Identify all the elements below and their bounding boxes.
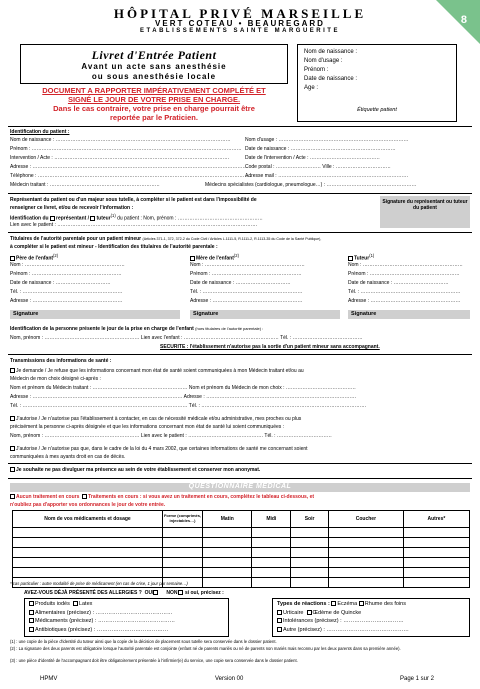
reaction-label: Rhume des foins <box>364 601 406 607</box>
id-field: Date de l'intervention / Acte : …………………………………… <box>245 155 380 161</box>
label-field: Nom d'usage : <box>304 58 343 64</box>
id-row[interactable] <box>245 155 380 161</box>
transmission-p2b: précisément la personne ci-après désignée et que les informations concernant mon état de santé lui soient communiquées : <box>10 424 285 430</box>
table-header: Forme (comprimés, injectables…) <box>163 511 203 528</box>
reaction-label: Urticaire <box>283 609 304 616</box>
id-field: Intervention / Acte : …………………………………………………………………………………………… <box>10 155 230 161</box>
footnote-1: (1) : une copie de la pièce d'identité du tuteur ainsi que la copie de la décision de placement sous tutelle sera conservée dans le dossier patient. <box>10 639 277 644</box>
allergy-non-label: NON <box>166 590 178 596</box>
table-header: Soir <box>291 511 329 528</box>
allergy-oui-label: OUI <box>144 590 154 596</box>
representant-text-1: Représentant du patient ou d'un majeur sous tutelle, à compléter si le patient est dans l'impossibilité de <box>10 197 257 203</box>
id-row[interactable] <box>245 164 391 170</box>
table-row[interactable] <box>13 548 470 558</box>
reaction-label: Œdème de Quincke <box>312 609 362 616</box>
traitement-en-cours-label: Traitements en cours : si vous avez un traitement en cours, complétez le tableau ci-dessous, et <box>88 494 315 500</box>
table-row[interactable] <box>13 528 470 538</box>
checkbox-latex[interactable] <box>73 601 78 606</box>
id-row[interactable] <box>245 146 396 152</box>
parent-field[interactable]: Nom : …………………………………………………… <box>190 262 305 268</box>
checkbox-medicaments[interactable] <box>29 618 34 623</box>
divider <box>8 232 472 233</box>
presence-line[interactable]: Nom, prénom : ………………………………………………… Lien avec l'enfant : ………………………………………………… Tél. : …………………………………… <box>10 335 363 341</box>
transmission-p2c[interactable]: Nom, prénom : ………………………………………………… Lien avec le patient : ……………………………………… Tél. : …………………………… <box>10 433 332 439</box>
id-row[interactable] <box>10 146 242 152</box>
notice-line-4: reportée par le Praticien. <box>110 113 198 122</box>
checkbox-autorise-contact[interactable] <box>10 416 15 421</box>
label-field: Prénom : <box>304 67 329 73</box>
reaction-row <box>277 627 465 636</box>
checkbox-tuteur-parent[interactable] <box>348 256 353 261</box>
reaction-row <box>277 618 465 627</box>
parent-col-pere: Père de l'enfant$^{(2)}$ <box>10 253 58 262</box>
parent-col-tuteur: Tuteur$^{(1)}$ <box>348 253 374 262</box>
id-field: Téléphone : ………………………………………………………………………………………………………………… <box>10 173 253 179</box>
label-field: Date de naissance : <box>304 76 358 82</box>
checkbox-alimentaires[interactable] <box>29 610 34 615</box>
allergy-label: Antibiotiques (précisez) : ………………………………… <box>35 626 169 633</box>
id-row[interactable] <box>10 155 229 161</box>
checkbox-intolerances[interactable] <box>277 618 282 623</box>
parental-title-2: à compléter si le patient est mineur - Identification des titulaires de l'autorité parentale : <box>10 244 218 250</box>
table-row[interactable] <box>13 558 470 568</box>
rep-label: Identification du <box>10 215 49 222</box>
divider <box>8 354 472 355</box>
treatment-row <box>10 494 314 500</box>
table-header-row <box>13 511 470 528</box>
allergy-label: Latex <box>78 601 93 607</box>
checkbox-allergy-non[interactable] <box>178 590 183 595</box>
notice-line-3: Dans le cas contraire, votre prise en charge pourrait être <box>53 104 255 113</box>
checkbox-iodes[interactable] <box>29 601 34 606</box>
signature-mere[interactable]: Signature <box>190 310 340 319</box>
reaction-label: Eczéma <box>337 601 358 607</box>
checkbox-urticaire[interactable] <box>277 610 282 615</box>
parental-title: Titulaires de l'autorité parentale pour un patient mineur <box>10 236 142 242</box>
allergy-row <box>29 610 224 619</box>
transmission-p1c[interactable]: Nom et prénom du Médecin traitant : ………………………………………………… Nom et prénom du Médecin de mon choix : …………………………………… <box>10 385 356 391</box>
id-field: Adresse mail : …………………………………………………………………… <box>245 173 409 179</box>
rep-option: représentant / <box>56 215 90 222</box>
transmission-p1-text: Je demande / Je refuse que les informations concernant mon état de santé soient communiquées à mon Médecin traitant et/ou au <box>16 368 304 374</box>
transmission-p1b: Médecin de mon choix désigné ci-après : <box>10 376 101 382</box>
checkbox-oedeme[interactable] <box>307 610 312 615</box>
checkbox-eczema[interactable] <box>331 601 336 606</box>
signature-pere[interactable]: Signature <box>10 310 180 319</box>
reaction-row <box>277 601 465 610</box>
table-header: Coucher <box>328 511 403 528</box>
transmission-p2 <box>10 416 301 422</box>
aucun-traitement-label: Aucun traitement en cours <box>16 494 80 500</box>
footer-page: Page 1 sur 2 <box>400 676 435 682</box>
divider <box>8 126 472 127</box>
parental-legal: (Articles 371-1, 372, 372-2 du Code Civil / Articles L.1111-5, R.1111-2, R.1113-35 du Code de la Santé Publique), <box>142 237 322 241</box>
footnote-2: (2) : La signature des deux parents est obligatoire lorsque l'autorité parentale est conjointe (enfant né de parents mariés ou né de parents non mariés mais reconnu par les deux parents dans sa première année). <box>10 646 401 651</box>
ordonnances-note: n'oubliez pas d'apporter vos ordonnances le jour de votre entrée. <box>10 502 166 508</box>
parent-col-label: Mère de l'enfant <box>196 255 234 262</box>
label-field: Nom de naissance : <box>304 49 358 55</box>
transmission-p3-text: J'autorise / Je n'autorise pas que, dans le cadre de la loi du 4 mars 2002, que certaines informations de santé me concernant soient <box>16 446 308 452</box>
rep-name-field: du patient : Nom, prénom : …………………………………………… <box>117 215 263 222</box>
representant-lien[interactable]: Lien avec le patient : ………………………………………………………………………………………………………… <box>10 222 258 228</box>
transmission-p3b: communiquées à mes ayants droit en cas de décès. <box>10 454 126 460</box>
representant-text-2: renseigner ce livret, et/ou de recevoir l'information : <box>10 205 134 211</box>
transmission-p3 <box>10 446 308 452</box>
red-notice <box>20 86 288 122</box>
id-field: Nom de naissance : …………………………………………………………………………………………… <box>10 137 231 143</box>
medication-table <box>12 510 470 588</box>
presence-title: Identification de la personne présente le jour de la prise en charge de l'enfant <box>10 326 194 332</box>
checkbox-traitement-en-cours[interactable] <box>82 494 87 499</box>
parent-field[interactable]: Adresse : ……………………………………………… <box>190 298 303 304</box>
checkbox-aucun-traitement[interactable] <box>10 494 15 499</box>
livret-subtitle-1: Avant un acte sans anesthésie <box>81 62 227 72</box>
identification-title: Identification du patient : <box>10 129 70 135</box>
page-corner-tab <box>436 0 480 44</box>
presence-note: (hors titulaires de l'autorité parentale) : <box>195 326 264 331</box>
footer-version: Version 00 <box>215 676 244 682</box>
anonymat-text: Je souhaite ne pas divulguer ma présence au sein de votre établissement et conserver mon anonymat. <box>16 467 261 473</box>
parent-field[interactable]: Tél. : …………………………………………………… <box>10 289 123 295</box>
reaction-label: Intolérances (précisez) : …………………………… <box>283 618 404 624</box>
divider <box>8 463 472 464</box>
id-field: Prénom : ……………………………………………………………………………………………………………… <box>10 146 242 152</box>
id-field: Nom d'usage : …………………………………………………………………… <box>245 137 409 143</box>
hospital-establishments: ETABLISSEMENTS SAINTE MARGUERITE <box>140 28 340 34</box>
checkbox-mere[interactable] <box>190 256 195 261</box>
parent-field[interactable]: Prénom : ……………………………………………… <box>10 271 122 277</box>
allergy-label: Médicaments (précisez) : …………………………………… <box>35 618 175 624</box>
parent-field[interactable]: Nom : …………………………………………………… <box>348 262 463 268</box>
checkbox-autorise-ayants-droit[interactable] <box>10 446 15 451</box>
parental-title-row <box>10 236 321 242</box>
table-row[interactable] <box>13 538 470 548</box>
id-field: Date de naissance : ……………………………………………………… <box>245 146 396 152</box>
parent-col-mere: Mère de l'enfant$^{(2)}$ <box>190 253 239 262</box>
table-header: Matin <box>203 511 252 528</box>
parent-field[interactable]: Tél. : …………………………………………………… <box>190 289 303 295</box>
allergy-question-row <box>24 590 224 596</box>
transmission-title: Transmissions des informations de santé : <box>10 358 112 364</box>
table-header: Autres* <box>403 511 469 528</box>
id-row[interactable] <box>10 173 253 179</box>
livret-title: Livret d'Entrée Patient <box>91 48 217 62</box>
transmission-p1d[interactable]: Adresse : ……………………………………………………………………………… Adresse : ……………………………………………………………………………… <box>10 394 357 400</box>
reaction-row <box>277 610 465 619</box>
representative-signature-box[interactable]: Signature du représentant ou tuteur du patient <box>380 196 470 228</box>
representant-choice-row: Identification du représentant / tuteur$^{(1)}$ du patient : Nom, prénom : …………………………………………… <box>10 213 263 222</box>
table-header: Nom de vos médicaments et dosage <box>13 511 163 528</box>
reaction-title: Types de réactions : <box>277 601 330 607</box>
reaction-box <box>272 598 470 637</box>
livret-title-box <box>20 44 288 84</box>
checkbox-anonymat[interactable] <box>10 467 15 472</box>
parent-field[interactable]: Date de naissance : …………………………… <box>190 280 291 286</box>
id-row[interactable] <box>10 164 248 170</box>
divider <box>8 193 472 194</box>
parent-field[interactable]: Prénom : ……………………………………………… <box>190 271 302 277</box>
presence-title-row <box>10 326 263 332</box>
checkbox-demande[interactable] <box>10 368 15 373</box>
parent-field[interactable]: Adresse : ……………………………………………… <box>10 298 123 304</box>
parent-field[interactable]: Date de naissance : …………………………… <box>348 280 449 286</box>
id-field: Code postal : ……………………… Ville : …………………………… <box>245 164 391 170</box>
table-footnote: * cas particulier : autre modalité de prise de médicament (en cas de crise, 1 jour par semaine…) <box>10 581 188 586</box>
divider <box>8 478 472 479</box>
checkbox-autre[interactable] <box>277 627 282 632</box>
hospital-name: HÔPITAL PRIVÉ MARSEILLE <box>113 6 367 21</box>
rep-option: tuteur <box>96 215 111 222</box>
id-field: Médecins spécialistes (cardiologue, pneumologue…) : ……………………………………………… <box>205 182 417 188</box>
parent-field[interactable]: Tél. : …………………………………………………… <box>348 289 461 295</box>
id-row[interactable] <box>245 173 408 179</box>
parent-field[interactable]: Prénom : ……………………………………………… <box>348 271 460 277</box>
livret-subtitle-2: ou sous anesthésie locale <box>91 71 217 81</box>
allergy-label: Alimentaires (précisez) : …………………………………… <box>35 609 173 616</box>
allergy-row <box>29 601 224 610</box>
hospital-subtitle: VERT COTEAU • BEAUREGARD <box>155 19 325 28</box>
label-field: Age : <box>304 85 319 91</box>
signature-tuteur[interactable]: Signature <box>348 310 470 319</box>
checkbox-allergy-oui[interactable] <box>153 590 158 595</box>
id-row[interactable] <box>245 137 408 143</box>
parent-col-label: Tuteur <box>354 255 370 262</box>
id-row[interactable] <box>10 182 160 188</box>
anonymat-row <box>10 467 260 473</box>
checkbox-representant[interactable] <box>50 216 55 221</box>
id-field: Adresse : ………………………………………………………………………………………………………………… <box>10 164 248 170</box>
etiquette-label: Étiquette patient <box>357 107 397 113</box>
parent-field[interactable]: Nom : …………………………………………………… <box>10 262 125 268</box>
allergy-si-oui: si oui, précisez : <box>184 590 224 596</box>
id-field: Médecin traitant : ………………………………………………………… <box>10 182 160 188</box>
notice-line-1: DOCUMENT A RAPPORTER IMPÉRATIVEMENT COMPLÉTÉ ET <box>42 86 266 95</box>
id-row[interactable] <box>10 137 231 143</box>
checkbox-rhume[interactable] <box>359 601 364 606</box>
checkbox-pere[interactable] <box>10 256 15 261</box>
allergy-question: AVEZ-VOUS DÉJÀ PRÉSENTÉ DES ALLERGIES ? <box>24 590 142 596</box>
page-tab-number: 8 <box>460 14 467 26</box>
checkbox-antibiotiques[interactable] <box>29 627 34 632</box>
questionnaire-title: QUESTIONNAIRE MÉDICAL <box>10 483 470 492</box>
transmission-p2-text: J'autorise / Je n'autorise pas l'établissement à contacter, en cas de nécessité médicale et/ou administrative, mes proches ou plus <box>16 416 302 422</box>
table-header: Midi <box>252 511 291 528</box>
id-row[interactable] <box>205 182 416 188</box>
table-row[interactable] <box>13 568 470 578</box>
checkbox-tuteur[interactable] <box>90 216 95 221</box>
parent-col-label: Père de l'enfant <box>16 255 54 262</box>
parent-field[interactable]: Date de naissance : …………………………… <box>10 280 111 286</box>
footer-left: HPMV <box>40 676 58 682</box>
transmission-p1e[interactable]: Tél. : ……………………………………………………………………………………… Tél. : ……………………………………………………………………………………… <box>10 403 367 409</box>
allergy-row <box>29 627 224 636</box>
allergy-label: Produits iodés <box>35 601 70 607</box>
notice-line-2: SIGNÉ LE JOUR DE VOTRE PRISE EN CHARGE. <box>67 95 241 104</box>
allergy-row <box>29 618 224 627</box>
securite-notice: SECURITE : l'établissement n'autorise pas la sortie d'un patient mineur sans accompagnant. <box>160 344 380 350</box>
reaction-label: Autre (précisez) : ……………………………………… <box>283 626 409 633</box>
footnote-3: (3) : une pièce d'identité de l'accompagnant doit être obligatoirement présentée à l'infirmier(e) du service, une copie sera conservée dans le dossier patient. <box>10 658 298 663</box>
transmission-p1 <box>10 368 304 374</box>
allergy-left-box <box>24 598 229 637</box>
parent-field[interactable]: Adresse : ……………………………………………… <box>348 298 461 304</box>
